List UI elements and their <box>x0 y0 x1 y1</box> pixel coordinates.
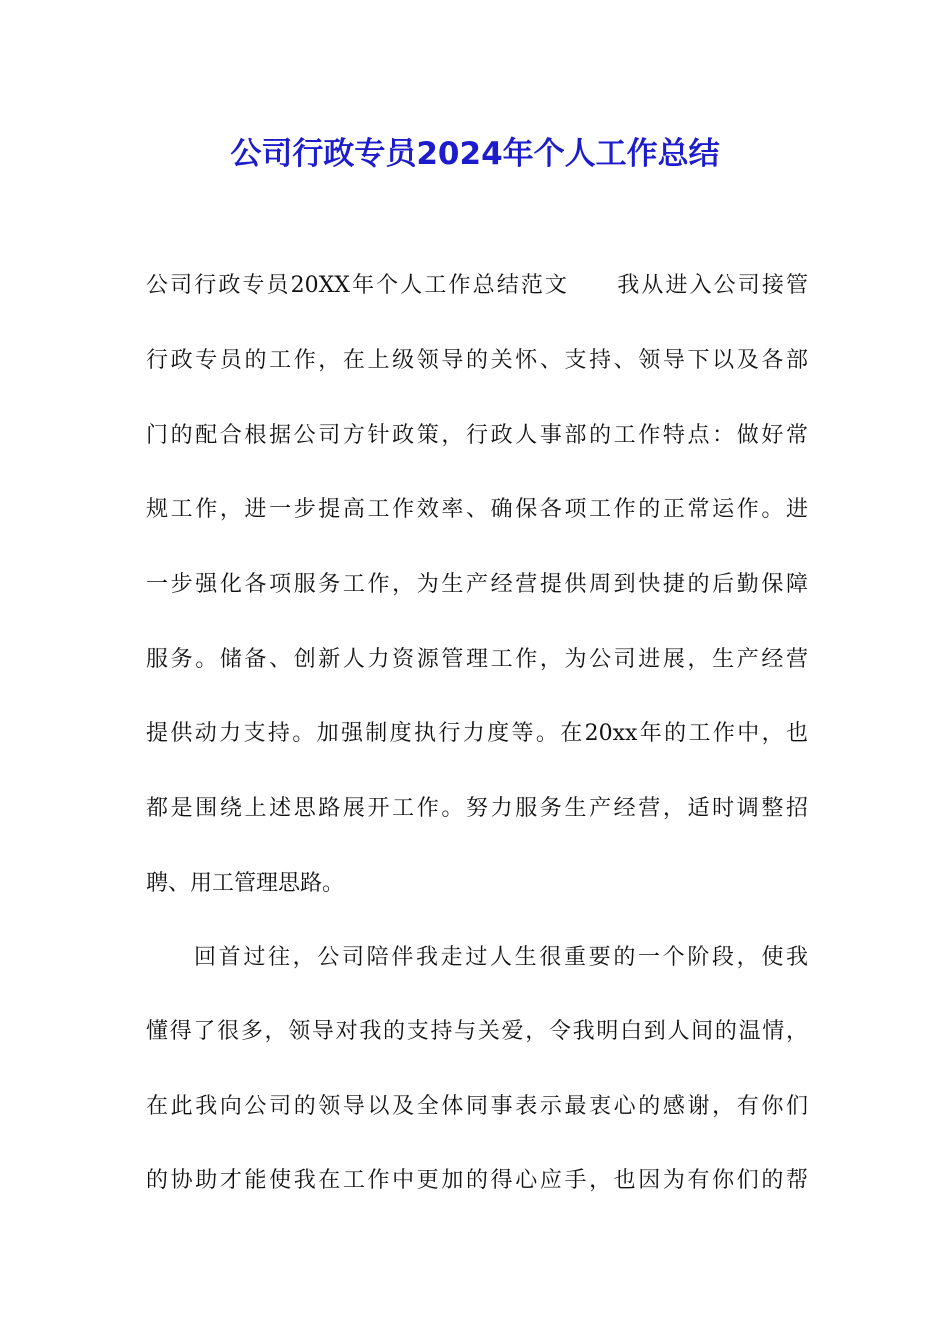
body-line-12: 在此我向公司的领导以及全体同事表示最衷心的感谢，有你们 <box>146 1094 808 1119</box>
body-line-7: 提供动力支持。加强制度执行力度等。在20xx年的工作中，也 <box>146 721 808 746</box>
body-line-9: 聘、用工管理思路。 <box>146 871 345 896</box>
body-line-8: 都是围绕上述思路展开工作。努力服务生产经营，适时调整招 <box>146 796 808 821</box>
body-line-1: 公司行政专员20XX年个人工作总结范文 我从进入公司接管 <box>146 273 808 298</box>
body-line-6: 服务。储备、创新人力资源管理工作，为公司进展，生产经营 <box>146 647 808 672</box>
body-line-11: 懂得了很多，领导对我的支持与关爱，令我明白到人间的温情， <box>146 1019 808 1044</box>
body-line-2: 行政专员的工作，在上级领导的关怀、支持、领导下以及各部 <box>146 348 808 373</box>
body-line-10: 回首过往，公司陪伴我走过人生很重要的一个阶段，使我 <box>194 945 808 970</box>
body-line-3: 门的配合根据公司方针政策，行政人事部的工作特点：做好常 <box>146 423 808 448</box>
body-line-4: 规工作，进一步提高工作效率、确保各项工作的正常运作。进 <box>146 497 808 522</box>
body-line-5: 一步强化各项服务工作，为生产经营提供周到快捷的后勤保障 <box>146 572 808 597</box>
body-line-13: 的协助才能使我在工作中更加的得心应手，也因为有你们的帮 <box>146 1168 808 1193</box>
document-title: 公司行政专员2024年个人工作总结 <box>230 136 720 172</box>
